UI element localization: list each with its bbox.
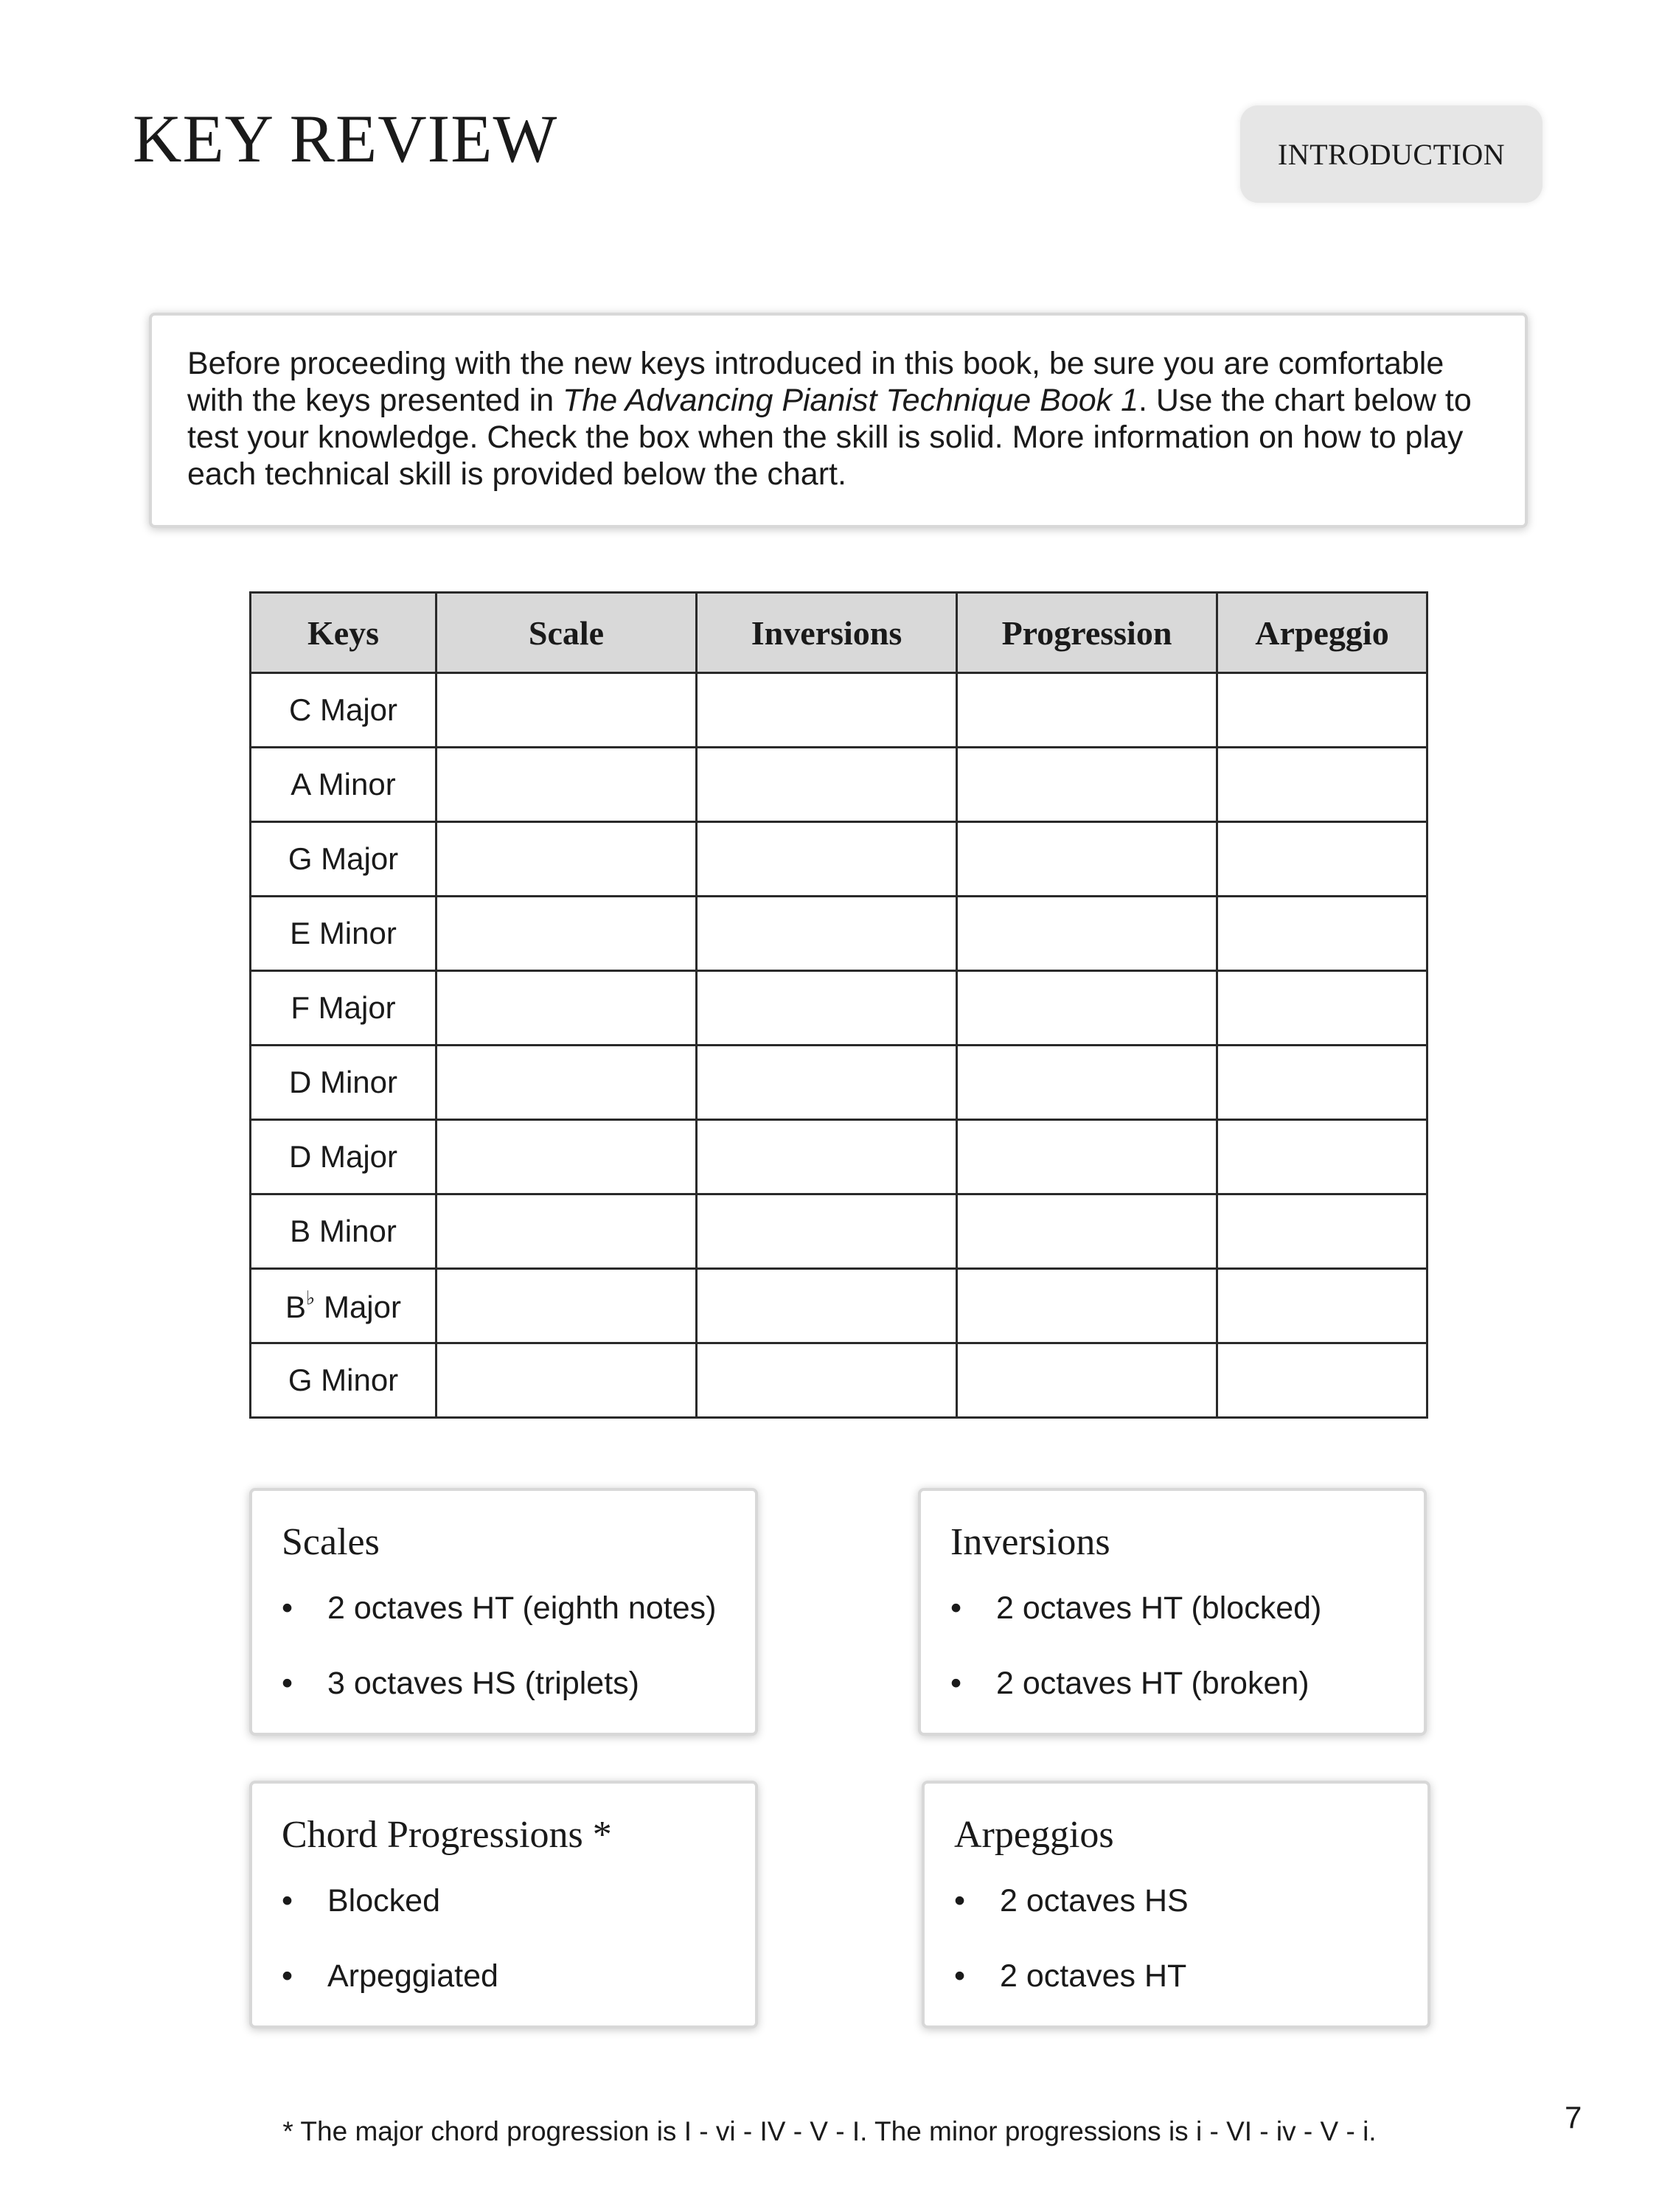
header-arpeggio: Arpeggio	[1217, 593, 1427, 673]
scale-checkbox[interactable]	[437, 897, 697, 971]
list-item-text: 2 octaves HS	[1000, 1883, 1189, 1919]
inversions-checkbox[interactable]	[697, 822, 957, 897]
arpeggio-checkbox[interactable]	[1217, 1343, 1427, 1418]
progression-checkbox[interactable]	[957, 1343, 1217, 1418]
arpeggio-checkbox[interactable]	[1217, 1194, 1427, 1269]
inversions-checkbox[interactable]	[697, 1120, 957, 1194]
page-title: KEY REVIEW	[133, 101, 558, 176]
inversions-checkbox[interactable]	[697, 971, 957, 1046]
arpeggio-checkbox[interactable]	[1217, 1269, 1427, 1343]
chord-progressions-card	[249, 1781, 758, 2028]
table-row	[251, 1046, 1427, 1120]
bullet: •	[950, 1666, 962, 1701]
list-item-text: 2 octaves HT (eighth notes)	[327, 1590, 717, 1626]
scale-checkbox[interactable]	[437, 1269, 697, 1343]
card-title: Chord Progressions *	[282, 1814, 612, 1856]
inversions-checkbox[interactable]	[697, 1046, 957, 1120]
progression-checkbox[interactable]	[957, 897, 1217, 971]
book-title: The Advancing Pianist Technique Book 1	[563, 383, 1139, 418]
scale-checkbox[interactable]	[437, 822, 697, 897]
flat-symbol: ♭	[306, 1287, 316, 1309]
list-item	[282, 1661, 726, 1736]
inversions-checkbox[interactable]	[697, 1343, 957, 1418]
inversions-card	[918, 1488, 1427, 1736]
footnote: * The major chord progression is I - vi - IV - V - I. The minor progressions is i - VI - iv - V - i.	[282, 2116, 1377, 2146]
card-title: Scales	[282, 1521, 380, 1563]
list-item	[282, 1879, 726, 1954]
table-row	[251, 1343, 1427, 1418]
header-keys: Keys	[251, 593, 437, 673]
list-item	[950, 1586, 1394, 1661]
key-quality: Major	[323, 1290, 401, 1324]
header-progression: Progression	[957, 593, 1217, 673]
progression-checkbox[interactable]	[957, 971, 1217, 1046]
key-name	[251, 1269, 437, 1343]
inversions-checkbox[interactable]	[697, 1194, 957, 1269]
bullet: •	[282, 1958, 293, 1994]
bullet: •	[954, 1883, 966, 1919]
key-name: G Minor	[251, 1343, 437, 1418]
table-row	[251, 673, 1427, 748]
progression-checkbox[interactable]	[957, 748, 1217, 822]
bullet: •	[282, 1590, 293, 1626]
progression-checkbox[interactable]	[957, 1194, 1217, 1269]
key-name: A Minor	[251, 748, 437, 822]
progression-checkbox[interactable]	[957, 1269, 1217, 1343]
key-name: D Major	[251, 1120, 437, 1194]
header-inversions: Inversions	[697, 593, 957, 673]
header-scale: Scale	[437, 593, 697, 673]
arpeggio-checkbox[interactable]	[1217, 971, 1427, 1046]
list-item-text: Blocked	[327, 1883, 440, 1919]
list-item-text: 2 octaves HT (blocked)	[996, 1590, 1322, 1626]
bullet: •	[950, 1590, 962, 1626]
bullet: •	[282, 1883, 293, 1919]
key-letter: B	[285, 1290, 307, 1324]
card-list	[282, 1879, 726, 2029]
card-list	[950, 1586, 1394, 1736]
arpeggio-checkbox[interactable]	[1217, 897, 1427, 971]
arpeggio-checkbox[interactable]	[1217, 748, 1427, 822]
key-name: C Major	[251, 673, 437, 748]
list-item	[950, 1661, 1394, 1736]
scale-checkbox[interactable]	[437, 673, 697, 748]
scale-checkbox[interactable]	[437, 1343, 697, 1418]
progression-checkbox[interactable]	[957, 822, 1217, 897]
key-name: E Minor	[251, 897, 437, 971]
key-name: D Minor	[251, 1046, 437, 1120]
table-row	[251, 822, 1427, 897]
list-item-text: 2 octaves HT	[1000, 1958, 1187, 1994]
table-row	[251, 1269, 1427, 1343]
scale-checkbox[interactable]	[437, 748, 697, 822]
card-list	[954, 1879, 1398, 2029]
table-row	[251, 971, 1427, 1046]
key-name: F Major	[251, 971, 437, 1046]
list-item-text: Arpeggiated	[327, 1958, 498, 1994]
bullet: •	[282, 1666, 293, 1701]
bullet: •	[954, 1958, 966, 1994]
list-item-text: 3 octaves HS (triplets)	[327, 1666, 639, 1701]
table-row	[251, 1194, 1427, 1269]
progression-checkbox[interactable]	[957, 673, 1217, 748]
inversions-checkbox[interactable]	[697, 1269, 957, 1343]
progression-checkbox[interactable]	[957, 1046, 1217, 1120]
intro-text-after: . Use the chart below to test your knowledge. Check the box when the skill is solid. More information on how to play each technical skill is provided below the chart.	[187, 383, 1472, 492]
key-name: B Minor	[251, 1194, 437, 1269]
list-item	[282, 1954, 726, 2029]
key-review-chart	[249, 591, 1428, 1419]
progression-checkbox[interactable]	[957, 1120, 1217, 1194]
table-row	[251, 897, 1427, 971]
intro-text-before: Before proceeding with the new keys introduced in this book, be sure you are comfortable with the keys presented in	[187, 346, 1444, 418]
card-list	[282, 1586, 726, 1736]
inversions-checkbox[interactable]	[697, 897, 957, 971]
inversions-checkbox[interactable]	[697, 673, 957, 748]
scale-checkbox[interactable]	[437, 971, 697, 1046]
scale-checkbox[interactable]	[437, 1120, 697, 1194]
table-row	[251, 748, 1427, 822]
inversions-checkbox[interactable]	[697, 748, 957, 822]
scale-checkbox[interactable]	[437, 1194, 697, 1269]
list-item	[282, 1586, 726, 1661]
chart-header-row	[251, 593, 1427, 673]
card-title: Inversions	[950, 1521, 1110, 1563]
arpeggio-checkbox[interactable]	[1217, 673, 1427, 748]
intro-box	[149, 313, 1528, 528]
list-item	[954, 1879, 1398, 1954]
scale-checkbox[interactable]	[437, 1046, 697, 1120]
intro-text	[187, 345, 1489, 493]
card-title: Arpeggios	[954, 1814, 1114, 1856]
arpeggios-card	[922, 1781, 1430, 2028]
list-item-text: 2 octaves HT (broken)	[996, 1666, 1310, 1701]
arpeggio-checkbox[interactable]	[1217, 822, 1427, 897]
section-tab: INTRODUCTION	[1240, 105, 1543, 203]
arpeggio-checkbox[interactable]	[1217, 1120, 1427, 1194]
key-name: G Major	[251, 822, 437, 897]
arpeggio-checkbox[interactable]	[1217, 1046, 1427, 1120]
scales-card	[249, 1488, 758, 1736]
table-row	[251, 1120, 1427, 1194]
list-item	[954, 1954, 1398, 2029]
page-number: 7	[1565, 2100, 1582, 2135]
